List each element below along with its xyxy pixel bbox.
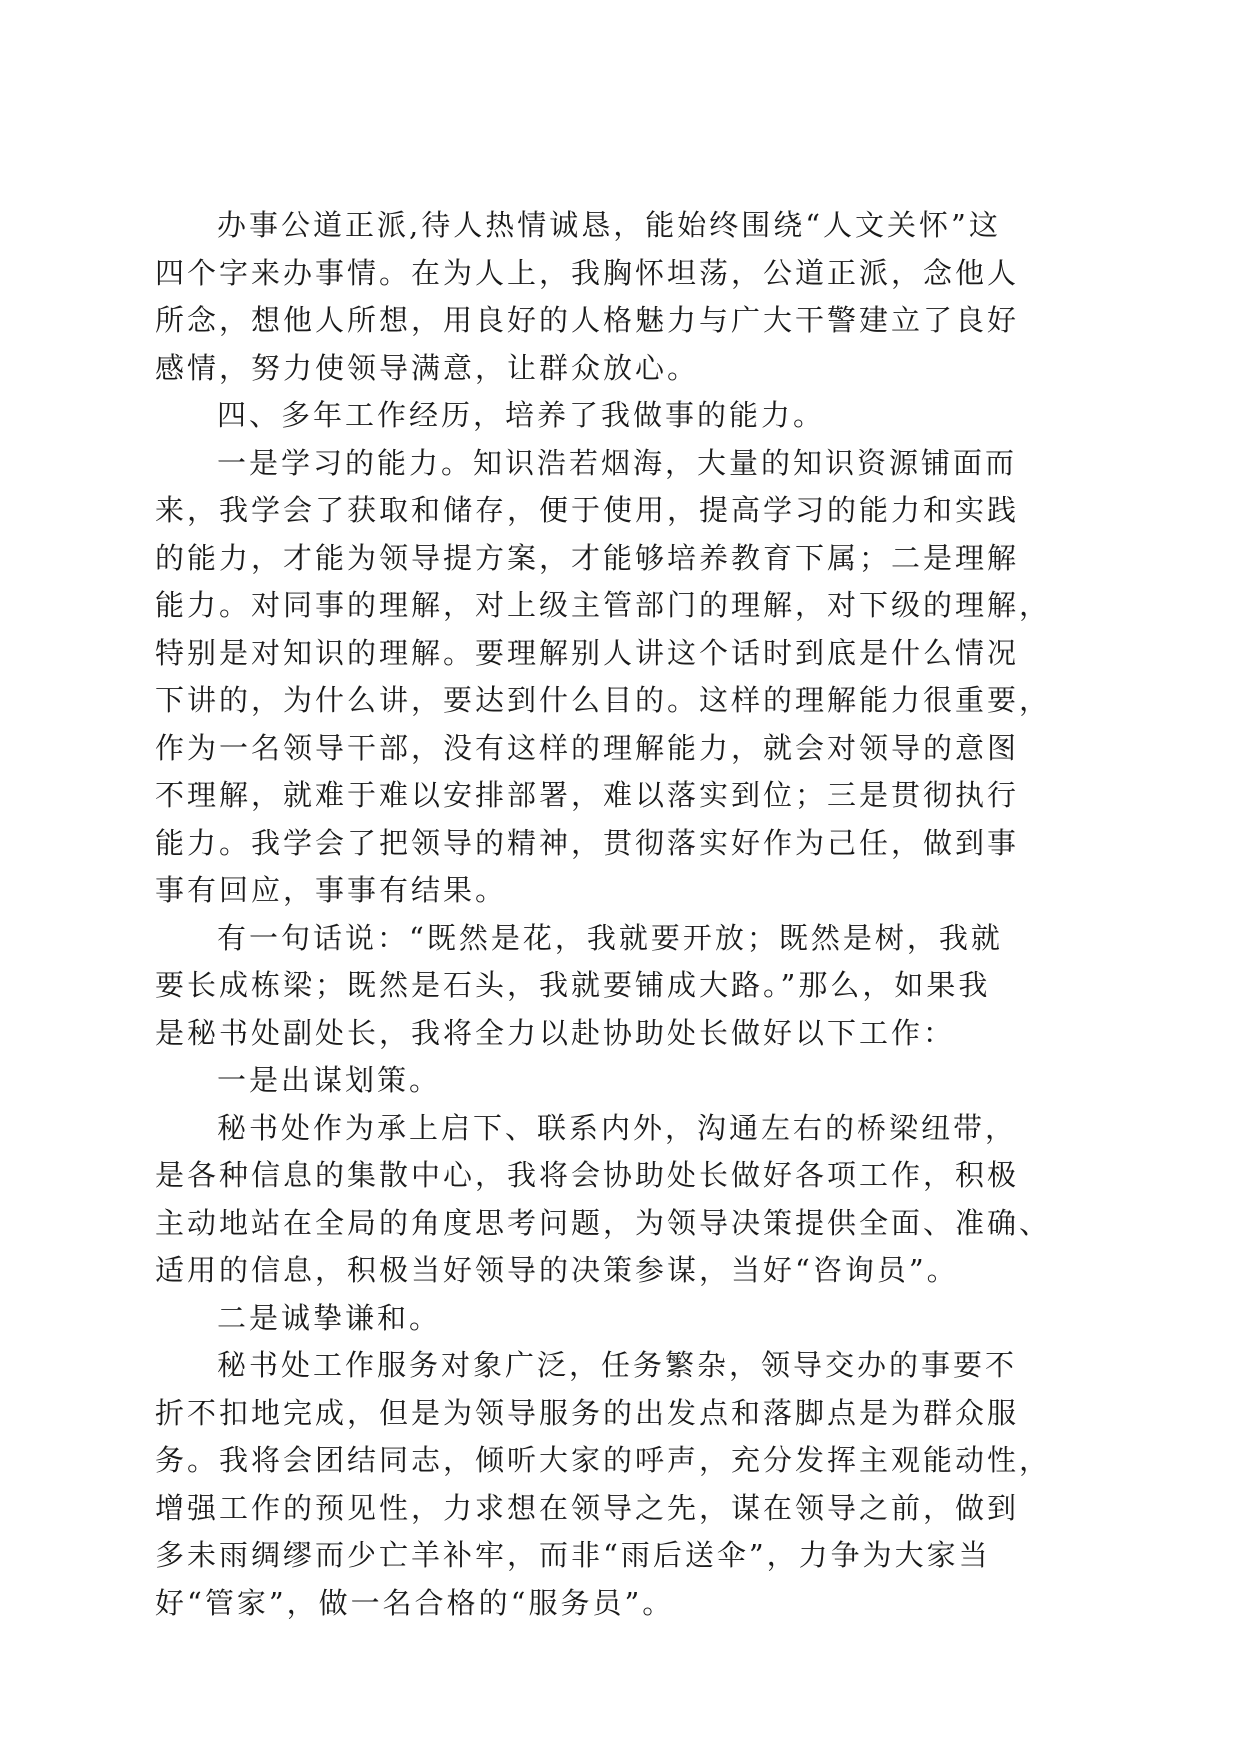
text-line: 增强工作的预见性，力求想在领导之先，谋在领导之前，做到 [155, 1490, 1020, 1525]
text-line: 下讲的，为什么讲，要达到什么目的。这样的理解能力很重要， [155, 683, 1052, 717]
text-line: 有一句话说：“既然是花，我就要开放；既然是树，我就 [217, 920, 1003, 955]
text-line: 不理解，就难于难以安排部署，难以落实到位；三是贯彻执行 [155, 778, 1020, 812]
text-line: 四个字来办事情。在为人上，我胸怀坦荡，公道正派，念他人 [155, 255, 1020, 290]
text-line: 一是学习的能力。知识浩若烟海，大量的知识资源铺面而 [217, 445, 1018, 480]
text-line: 秘书处作为承上启下、联系内外，沟通左右的桥梁纽带， [217, 1110, 1018, 1145]
text-line: 适用的信息，积极当好领导的决策参谋，当好“咨询员”。 [155, 1253, 959, 1287]
text-line: 好“管家”，做一名合格的“服务员”。 [155, 1585, 675, 1620]
text-line: 主动地站在全局的角度思考问题，为领导决策提供全面、准确、 [155, 1205, 1052, 1240]
text-line: 四、多年工作经历，培养了我做事的能力。 [217, 398, 826, 432]
text-line: 所念，想他人所想，用良好的人格魅力与广大干警建立了良好 [155, 303, 1020, 337]
text-line: 是各种信息的集散中心，我将会协助处长做好各项工作，积极 [155, 1158, 1020, 1192]
text-line: 特别是对知识的理解。要理解别人讲这个话时到底是什么情况 [155, 635, 1020, 670]
text-line: 是秘书处副处长，我将全力以赴协助处长做好以下工作： [155, 1015, 956, 1050]
text-line: 秘书处工作服务对象广泛，任务繁杂，领导交办的事要不 [217, 1348, 1018, 1382]
text-line: 能力。我学会了把领导的精神，贯彻落实好作为己任，做到事 [155, 825, 1020, 860]
text-line: 多未雨绸缪而少亡羊补牢，而非“雨后送伞”，力争为大家当 [155, 1538, 991, 1572]
text-line: 务。我将会团结同志，倾听大家的呼声，充分发挥主观能动性， [155, 1443, 1052, 1477]
text-line: 感情，努力使领导满意，让群众放心。 [155, 350, 700, 385]
text-line: 办事公道正派,待人热情诚恳，能始终围绕“人文关怀”这 [217, 208, 1001, 242]
text-line: 二是诚挚谦和。 [217, 1300, 442, 1335]
text-line: 事有回应，事事有结果。 [155, 873, 508, 907]
document-body [155, 202, 1085, 1627]
text-line: 要长成栋梁；既然是石头，我就要铺成大路。”那么，如果我 [155, 968, 991, 1002]
text-line: 来，我学会了获取和储存，便于使用，提高学习的能力和实践 [155, 493, 1020, 527]
text-line: 的能力，才能为领导提方案，才能够培养教育下属；二是理解 [155, 540, 1020, 575]
text-line: 作为一名领导干部，没有这样的理解能力，就会对领导的意图 [155, 730, 1020, 765]
text-line: 折不扣地完成，但是为领导服务的出发点和落脚点是为群众服 [155, 1395, 1020, 1430]
text-line: 能力。对同事的理解，对上级主管部门的理解，对下级的理解， [155, 588, 1052, 622]
text-line: 一是出谋划策。 [217, 1063, 442, 1097]
